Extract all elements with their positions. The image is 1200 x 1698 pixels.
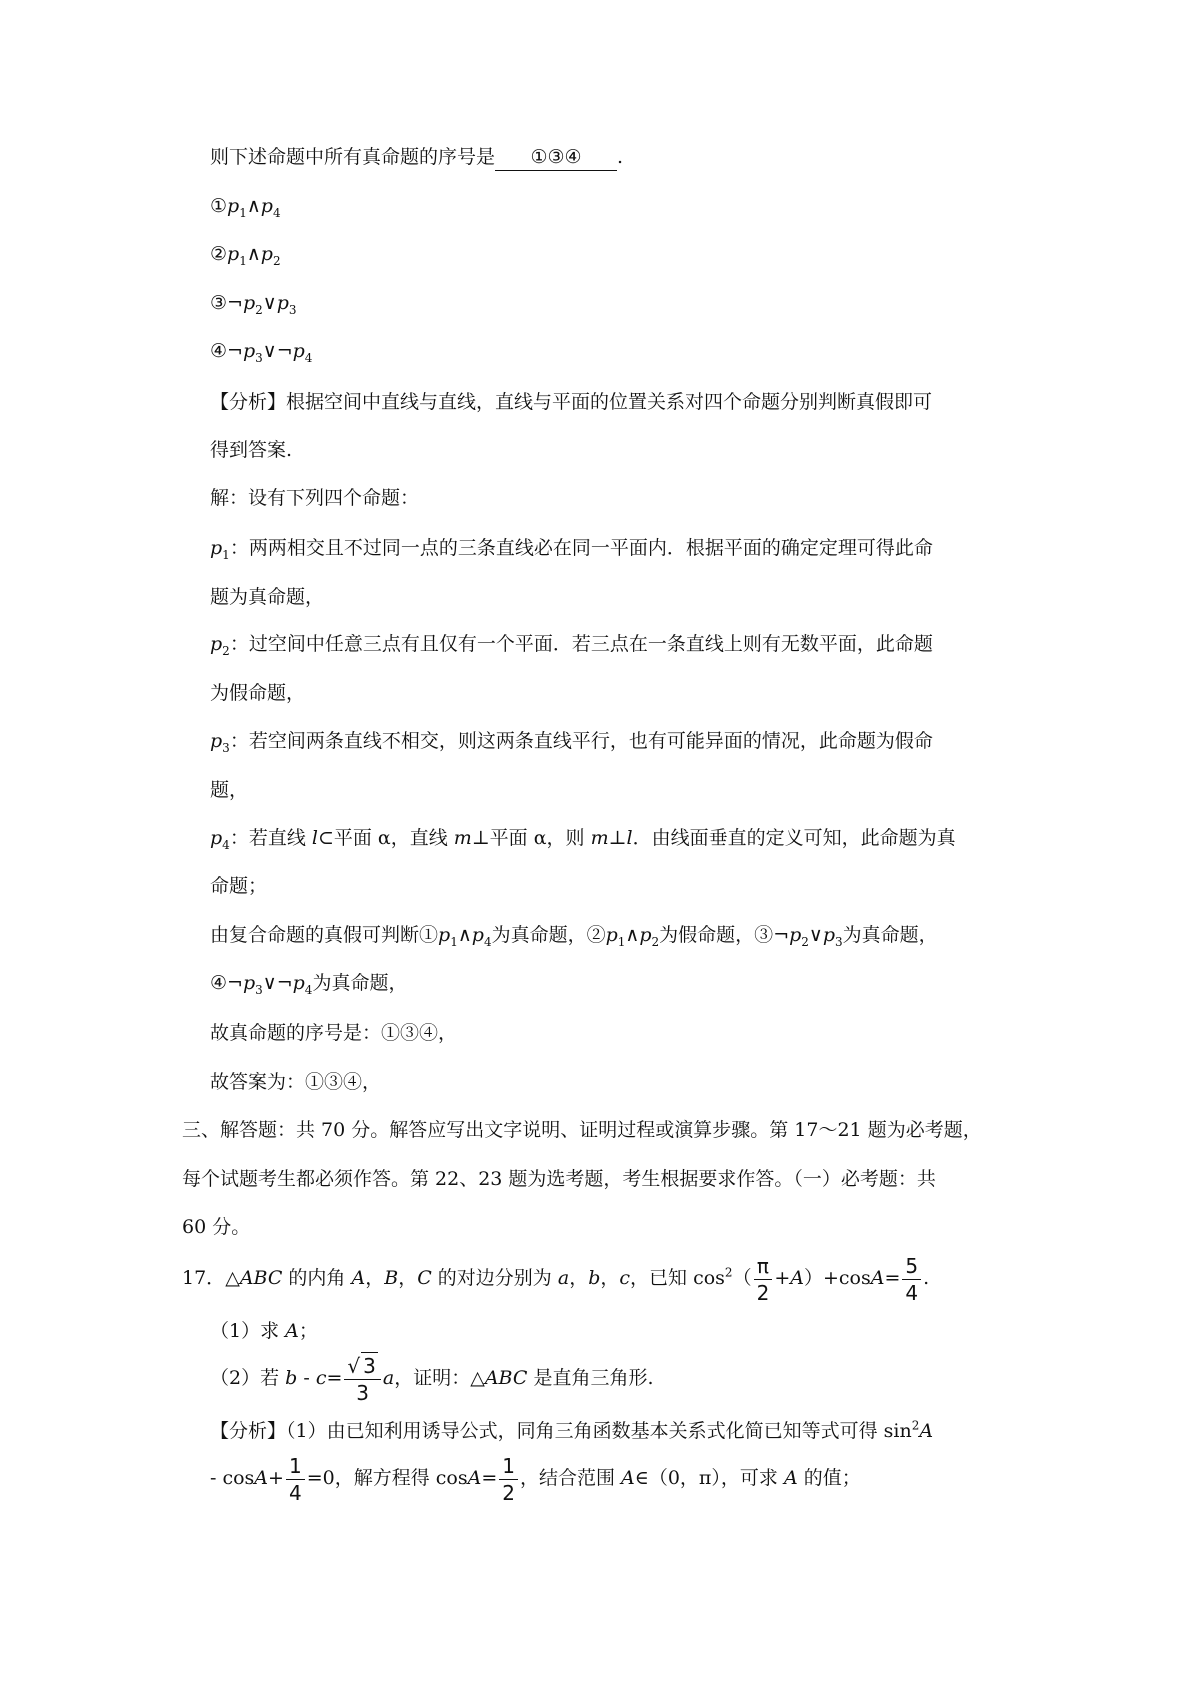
pi-over-2-fraction: $\frac{\pi}{2}$ <box>754 1253 773 1306</box>
analysis-tag: 【分析】 <box>210 391 287 413</box>
answer-blank: ①③④ <box>495 144 617 171</box>
question-intro: 则下述命题中所有真命题的序号是 ①③④ . <box>210 144 623 171</box>
sqrt3-over-3-fraction: $\frac{√ 3}{3}$ <box>344 1352 380 1406</box>
analysis-1-line1: 【分析】根据空间中直线与直线，直线与平面的位置关系对四个命题分别判断真假即可 <box>210 391 933 413</box>
analysis-2-line1: 【分析】（1）由已知利用诱导公式，同角三角函数基本关系式化简已知等式可得 $\sin^2A$ <box>210 1418 934 1442</box>
option-3: $③\neg p_2\vee p_3$ <box>210 292 297 317</box>
analysis-tag-2: 【分析】 <box>210 1420 287 1442</box>
option-2: $②p_1\wedge p_2$ <box>210 243 281 268</box>
p3-line2: 题， <box>210 779 249 801</box>
option-4: $④\neg p_3\vee\neg p_4$ <box>210 340 313 365</box>
judge-line1: 由复合命题的真假可判断$①p_1\wedge p_4$为真命题，$②p_1\wedge p_2$为假命题，$③\neg p_2\vee p_3$为真命题， <box>210 924 938 949</box>
p2-line1: $p_2$：过空间中任意三点有且仅有一个平面．若三点在一条直线上则有无数平面，此命题 <box>210 633 933 658</box>
intro-text: 则下述命题中所有真命题的序号是 <box>210 146 496 168</box>
solution-intro: 解：设有下列四个命题： <box>210 487 420 509</box>
p1-line1: $p_1$：两两相交且不过同一点的三条直线必在同一平面内．根据平面的确定定理可得此命 <box>210 537 933 562</box>
conclusion: 故真命题的序号是：①③④， <box>210 1022 458 1044</box>
p4-line1: $p_4$：若直线 l⊂平面 α，直线 m⊥平面 α，则 m⊥l．由线面垂直的定义可知，此命题为真 <box>210 827 956 852</box>
p1-line2: 题为真命题， <box>210 586 325 608</box>
analysis-1-line2: 得到答案. <box>210 439 293 461</box>
p4-line2: 命题； <box>210 875 268 897</box>
judge-line2: $④\neg p_3\vee\neg p_4$为真命题， <box>210 972 408 997</box>
section3-line2: 每个试题考生都必须作答。第 22、23 题为选考题，考生根据要求作答。（一）必考题：共 <box>182 1168 936 1190</box>
analysis-2-line2: - cosA+ $\frac{1}{4}$ =0，解方程得 cosA= $\frac{1}{2}$ ，结合范围 A∈（0，π），可求 A 的值； <box>210 1453 861 1505</box>
q17-part2: （2）若 b - c= $\frac{√ 3}{3}$ a，证明：△ABC 是直角三角形. <box>210 1354 654 1405</box>
p2-line2: 为假命题， <box>210 682 306 704</box>
section3-line3: 60 分。 <box>182 1216 251 1238</box>
one-half-fraction: $\frac{1}{2}$ <box>499 1453 518 1506</box>
one-fourth-fraction: $\frac{1}{4}$ <box>286 1453 305 1506</box>
five-fourths-fraction: $\frac{5}{4}$ <box>902 1253 921 1306</box>
q17-stem: 17．△ABC 的内角 A，B，C 的对边分别为 a，b，c，已知 $\cos^2$（ $\frac{\pi}{2}$ +A）+cosA= $\frac{5}{4}$ . <box>182 1253 930 1305</box>
section3-line1: 三、解答题：共 70 分。解答应写出文字说明、证明过程或演算步骤。第 17～21 题为必考题， <box>182 1119 982 1141</box>
option-1: $①p_1\wedge p_4$ <box>210 195 281 220</box>
final-answer: 故答案为：①③④， <box>210 1071 382 1093</box>
p3-line1: $p_3$：若空间两条直线不相交，则这两条直线平行，也有可能异面的情况，此命题为假命 <box>210 730 933 755</box>
q17-part1: （1）求 A； <box>210 1320 318 1342</box>
